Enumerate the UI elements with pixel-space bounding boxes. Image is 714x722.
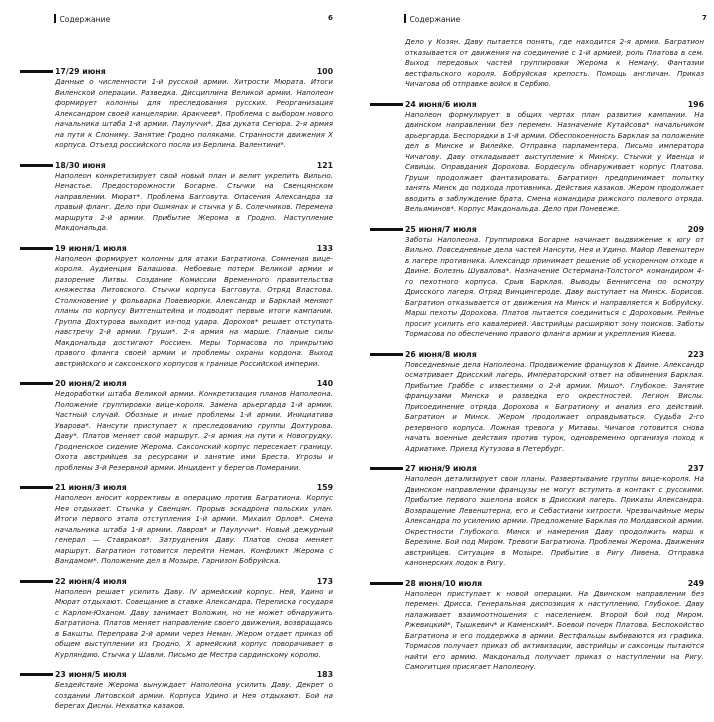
entry-rule xyxy=(20,164,53,167)
entry-page: 249 xyxy=(687,578,704,588)
page-number: 7 xyxy=(702,14,707,22)
entry-rule xyxy=(370,467,403,470)
entry-date: 28 июня/10 июля xyxy=(405,578,483,588)
toc-entry[interactable] xyxy=(55,161,333,234)
entry-page: 133 xyxy=(316,243,333,253)
entry-text: Наполеон конкретизирует свой новый план и велит укрепить Вильно. Ненастье. Предосторожности Богарне. Стычки на Свенцянском направлении. Мюрат*. Проблема Багговута. Опасения Александра за правый фланг. Дело при Ошмянах и стычка у Б. Солечников. Перемена маршрута 2-й армии. Прибытие Жерома в Гродно. Наступление Макдональда. xyxy=(55,170,333,232)
entry-date: 18/30 июня xyxy=(55,160,106,170)
entry-rule xyxy=(370,353,403,356)
entry-text: Наполеон формирует колонны для атаки Багратиона. Сомнения вице-короля. Аудиенция Балашова. Небоевые потери Великой армии и разорение Литвы. Создание Комиссии Временного правительства княжества Литовского. Стычки корпуса Багговута. Отряд Властова. Столкновение у фольварка Повевиорки. Александр и Барклай меняют планы по корпусу Витгенштейна и подводят первые итоги кампании. Группа Дохтурова выходит из-под удара. Дорохов* решает отступать навстречу 2-й армии. Груши*. 2-я армия на марше. Главные силы Макдональда достигают Россиен. Меры Тормасова по прикрытию правого фланга своей армии и проблемы охраны кордона. Выход австрийского и саксонского корпусов к границе Российской империи. xyxy=(55,253,333,368)
toc-entry[interactable] xyxy=(405,579,704,673)
header-bar xyxy=(54,14,56,23)
left-page xyxy=(0,0,357,710)
header-title: Содержание xyxy=(59,15,111,24)
toc-entry[interactable] xyxy=(55,379,333,473)
entry-date: 20 июня/2 июля xyxy=(55,379,127,388)
entry-date: 26 июня/8 июля xyxy=(405,349,477,359)
toc-entry[interactable] xyxy=(405,100,704,215)
toc-entry[interactable] xyxy=(55,483,333,567)
entry-rule xyxy=(20,382,53,385)
entry-rule xyxy=(20,70,53,73)
running-header xyxy=(404,14,460,24)
entry-text: Наполеон вносит коррективы в операцию против Багратиона. Корпус Нея отдыхает. Стычка у Свенцян. Прорыв эскадрона польских улан. Итоги первого этапа отступления 1-й армии. Михаил Орлов*. Смена начальника штаба 1-й армии. Лавров* и Паулуччи*. Новый дежурный генерал — Ставраков*. Затруднения Даву. Платов снова меняет маршрут. Багратион готовится перейти Неман. Конфликт Жерома с Вандамом*. Положение дел в Мозыре. Гарнизон Бобруйска. xyxy=(55,493,333,565)
entry-text: Недоработки штаба Великой армии. Конкретизация планов Наполеона. Положение группировки вице-короля. Замена арьергарда 1-й армии. Частный случай. Обозные и иные проблемы 1-й армии. Инициатива Уварова*. Нансути приступает к преследованию группы Дохтурова. Даву*. Платов меняет свой маршрут. 2-я армия на пути к Новогрудку. Гродненское сидение Жерома. Саксонский корпус пересекает границу. Охота австрийцев за ресурсами и занятие ими Бреста. Угрозы и проблемы 3-й Резервной армии. Инцидент у берегов Померании. xyxy=(55,389,333,472)
toc-entry[interactable] xyxy=(405,225,704,340)
header-bar xyxy=(404,14,406,23)
entry-date: 17/29 июня xyxy=(55,67,106,76)
entry-page: 209 xyxy=(687,224,704,234)
entry-page: 173 xyxy=(316,576,333,586)
right-page xyxy=(357,0,714,671)
entry-page: 100 xyxy=(316,67,333,76)
entry-page: 223 xyxy=(687,349,704,359)
entry-text: Дело у Козян. Даву пытается понять, где находится 2-я армия. Багратион отказывается от движения на соединение с 1-й армией, роль Платова в сем. Выход передовых частей группировки Жерома к Неману. Фантазии вестфальского короля. Бобруйская крепость. Помощь англичан. Приказ Чичагова об отправке войск в Сербию. xyxy=(405,37,704,88)
toc-entry[interactable] xyxy=(55,577,333,661)
header-title: Содержание xyxy=(409,15,461,24)
entry-text: Наполеон детализирует свои планы. Развертывание группы вице-короля. На Двинском направлении французы не могут вступить в контакт с русскими. Прибытие первого эшелона войск в Дрисский лагерь. Приказы Александра. Возвращение Левенштерна, его и Себастиани хитрости. Чрезвычайные меры Александра по усилению армии. Предложение Барклая по Молдавской армии. Окрестности Глубокого. Минск и намерения Даву продолжить марш к Березине. Бой под Миром. Тревоги Багратиона. Проблемы Жерома. Движения австрийцев. Ситуация в Мозыре. Прибытие в Ригу Ливена. Отправка канонерских лодок в Ригу. xyxy=(405,474,704,567)
entry-text: Наполеон приступает к новой операции. На Двинском направлении без перемен. Дрисса. Генеральная диспозиция к наступлению. Глубокое. Даву налаживает взаимоотношения с населением. Второй бой под Миром. Ржевицкий*, Тышкевич* и Каменский*. Боевой почерк Платова. Беспокойство Багратиона и его поддержка в армии. Вестфальцы выбиваются из графика. Тормасов получает приказ об активизации, австрийцы и саксонцы пытаются найти его армию. Макдональд получает приказ о наступлении на Ригу. Самогитция присягает Наполеону. xyxy=(405,588,704,671)
entry-page: 183 xyxy=(316,670,333,679)
toc-list xyxy=(405,37,704,683)
entry-date: 27 июня/9 июля xyxy=(405,464,477,473)
entry-page: 196 xyxy=(687,99,704,109)
entry-rule xyxy=(20,486,53,489)
entry-rule xyxy=(20,580,53,583)
toc-entry[interactable] xyxy=(55,244,333,370)
entry-page: 140 xyxy=(316,379,333,388)
running-header xyxy=(54,14,110,24)
entry-text: Наполеон решает усилить Даву. IV армейский корпус. Ней, Удино и Мюрат отдыхают. Совещание в ставке Александра. Переписка государя с Карлом-Юханом. Даву занимает Воложин, но не может обнаружить Багратиона. Платов меняет направление своего движения, возвращаясь в Бакшты. Переправа 2-й армии через Неман. Жером отдает приказ об общем выступлении из Гродно. X армейский корпус поворачивает в Курляндию. Стычка у Шавли. Письмо де Местра сардинскому королю. xyxy=(55,586,333,659)
entry-rule xyxy=(20,673,53,676)
entry-date: 19 июня/1 июля xyxy=(55,243,127,253)
toc-entry[interactable] xyxy=(405,464,704,569)
entry-text: Повседневные дела Наполеона. Продвижение французов к Двине. Александр осматривает Дрисский лагерь. Императорский ответ на обвинения Барклая. Прибытие Граббе с известиями о 2-й армии. Мишо*. Глубокое. Занятие французами Минска и разведка его окрестностей. Легион Вислы. Присоединение отряда Дорохова к Багратиону и анализ его действий. Багратион и Минск. Жером продолжает оправдываться. Судьба 2-го резервного корпуса. Ложная тревога у Митавы. Чичагов готовится снова начать военные действия против турок, одновременно организуя поход к Адриатике. Приезд Кутузова в Петербург. xyxy=(405,359,704,453)
entry-date: 24 июня/6 июля xyxy=(405,99,477,109)
toc-list xyxy=(55,67,333,722)
entry-rule xyxy=(370,103,403,106)
entry-rule xyxy=(20,247,53,250)
entry-date: 25 июня/7 июля xyxy=(405,224,477,234)
entry-date: 23 июня/5 июля xyxy=(55,670,127,679)
entry-rule xyxy=(370,228,403,231)
entry-text: Заботы Наполеона. Группировка Богарне начинает выдвижение к югу от Вильно. Повседневные дела частей Нансути, Нея и Удино. Майор Левенштерн в лагере противника. Александр принимает решение об ускоренном отходе к Двине. Болезнь Шувалова*. Назначение Остермана-Толстого* командиром 4-го пехотного корпуса. Срыв Барклая. Выводы Беннигсена по осмотру Дрисского лагеря. Отряд Винцингероде. Даву выступает на Минск. Борисов. Багратион отказывается от движения на Минск и направляется к Бобруйску. Марш пехоты Дорохова. Платов пытается соединиться с Дороховым. Рейнье просит усилить его кавалерией. Австрийцы расширяют зону поисков. Заботы Тормасова по обеспечению правого фланга армии и укрепления Киева. xyxy=(405,234,704,338)
entry-text: Бездействие Жерома вынуждает Наполеона усилить Даву. Декрет о создании Литовской армии. Корпуса Удино и Нея отдыхают. Бой на берегах Дисны. Нехватка казаков. xyxy=(55,680,333,710)
toc-entry-continuation xyxy=(405,37,704,90)
entry-rule xyxy=(370,582,403,585)
toc-entry[interactable] xyxy=(405,350,704,455)
entry-date: 21 июня/3 июля xyxy=(55,483,127,492)
entry-page: 121 xyxy=(316,160,333,170)
toc-entry[interactable] xyxy=(55,670,333,712)
entry-page: 159 xyxy=(316,483,333,492)
entry-page: 237 xyxy=(687,464,704,473)
page-number: 6 xyxy=(328,14,333,22)
entry-date: 22 июня/4 июля xyxy=(55,576,127,586)
entry-text: Наполеон формулирует в общих чертах план развития кампании. На двинском направлении без перемен. Назначение Кутайсова* начальником арьергарда. Беспорядки в 1-й армии. Обеспокоенность Барклая за положение дел в Минске и Вилейке. Отправка парламентера. Письмо императора Чичагову. Даву откладывает выступление к Минску. Стычки у Ивенца и Сивицы. Оправдания Дорохова. Бордесуль обнаруживает корпус Платова. Груши продолжает фантазировать. Багратион предпринимает попытку занять Минск до подхода противника. Действия казаков. Жером продолжает вводить в заблуждение брата. Смена командира рижского полевого отряда. Вельяминов*. Корпус Макдональда. Дело при Поневеже. xyxy=(405,109,704,213)
toc-entry[interactable] xyxy=(55,67,333,151)
entry-text: Данные о численности 1-й русской армии. Хитрости Мюрата. Итоги Виленской операции. Разведка. Дисциплина Великой армии. Наполеон формирует колонны для преследования русских. Реорганизация Александром своей канцелярии. Аракчеев*. Проблема с выбором нового начальника штаба 1-й армии. Паулуччи*. Два дуката Сегюра. 2-я армия на пути к Слониму. Занятие Гродно поляками. Странности движения X корпуса. Отъезд российского посла из Берлина. Валентини*. xyxy=(55,77,333,149)
